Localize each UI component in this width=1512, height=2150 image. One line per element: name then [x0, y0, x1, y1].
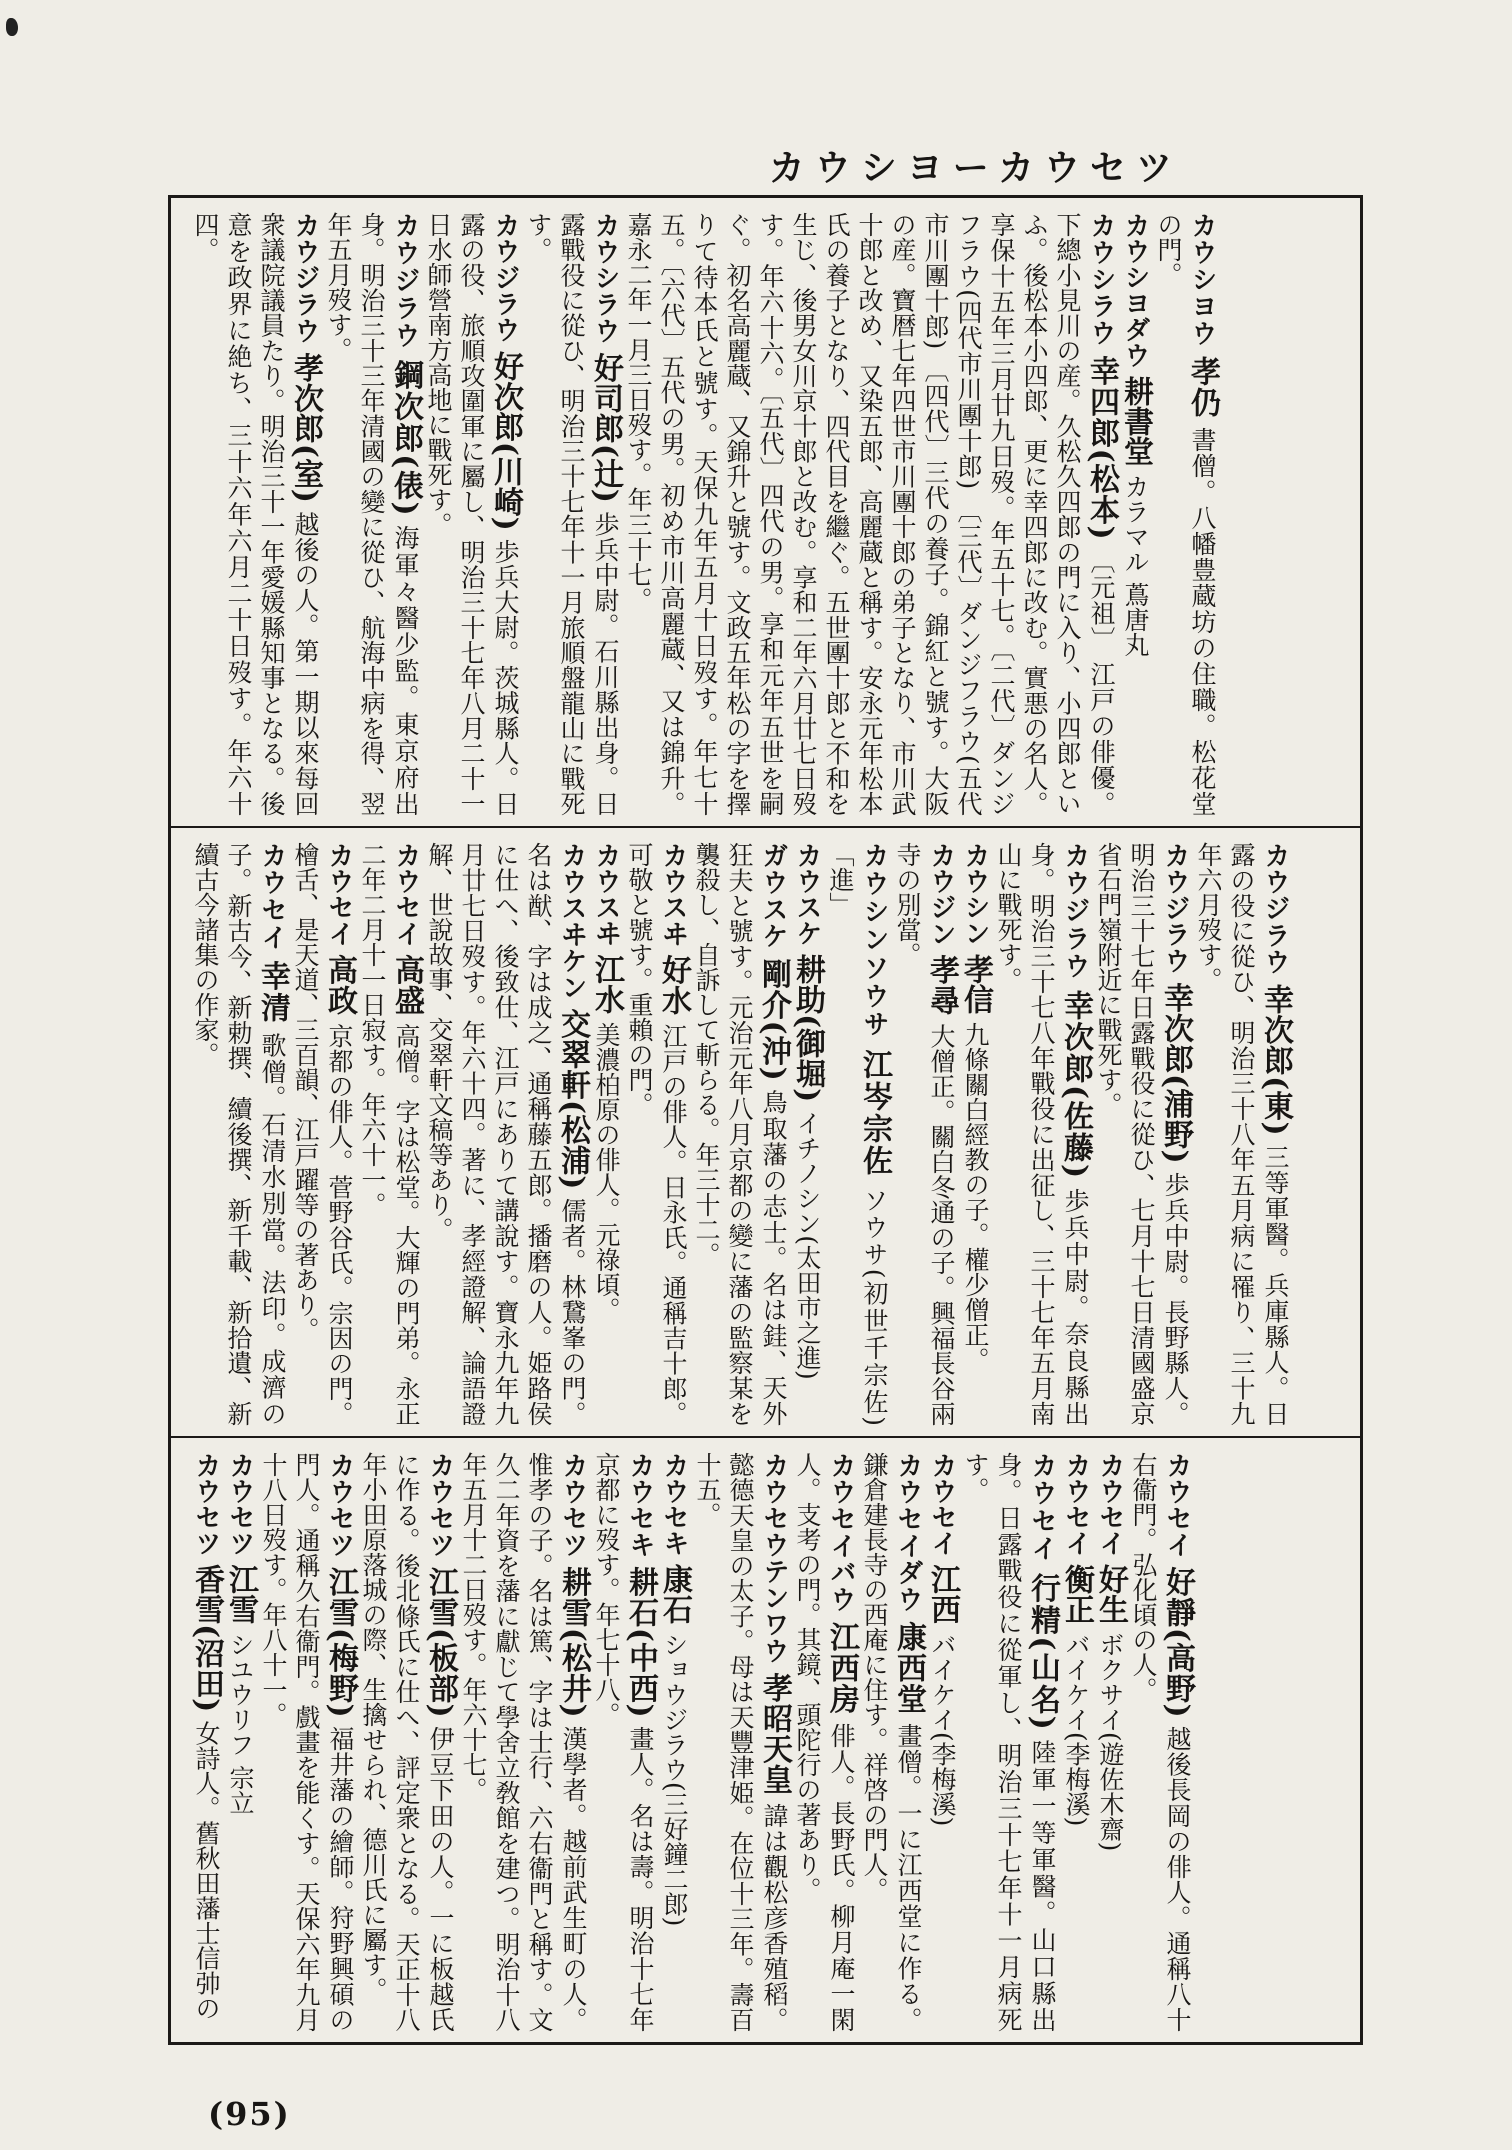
entry-description: 伊豆下田の人。一に板越氏に作る。後北條氏に仕へ、評定衆となる。天正十八年小田原落城の際、生擒せられ、德川氏に屬す。 — [359, 1452, 455, 2033]
dictionary-entry — [359, 1452, 458, 2033]
entry-kana-reading: カウセイ — [324, 842, 354, 947]
entry-headword: 耕石(中西) — [623, 1566, 658, 1718]
entry-kana-reading: カウジン — [926, 842, 956, 947]
entry-description: 〔元祖〕 江戸の俳優。下總小見川の産。久松久四郎の門に入り、小四郎といふ。後松本小四郎、更に幸四郎に改む。實悪の名人。享保十五年三月廿九日歿。年五十七。〔二代〕ダンジフラウ(四代市川團十郎) 〔三代〕ダンジフラウ(五代市川團十郎) 〔四代〕三代の養子。錦紅と號す。大阪の産。寶暦七年四世市川團十郎の弟子となり、市川武十郎と改め、又染五郎、高麗蔵と稱す。安永元年松本氏の養子となり、四代目を繼ぐ。五世團十郎と不和を生じ、後男女川京十郎と改む。享和二年六月廿七日歿す。年六十六。〔五代〕四代の男。享和元年五世を嗣ぐ。初名高麗蔵、又錦升と號す。文政五年松の字を擇りて待本氏と號す。天保九年五月十日歿す。年七十五。〔六代〕五代の男。初め市川高麗蔵、又は錦升。嘉永二年一月三日歿す。年三十七。 — [624, 212, 1116, 817]
entry-kana-reading: カウセツ — [225, 1452, 255, 1556]
dictionary-entry — [994, 842, 1093, 1427]
entry-description: 諱は觀松彦香殖稻。懿德天皇の太子。母は天豐津姫。在位十三年。壽百十五。 — [693, 1452, 789, 2033]
entry-description: 歩兵中尉。石川縣出身。日露戰役に從ひ、明治三十七年十一月旅順盤龍山に戰死す。 — [524, 212, 620, 816]
entry-description: 漢學者。越前武生町の人。惟孝の子。名は篤、字は士行、六右衞門と稱す。文久二年資を藩に獻じて學舍立敎館を建つ。明治十八年五月十二日歿す。年六十七。 — [459, 1452, 588, 2033]
entry-headword: 高盛 — [389, 954, 424, 1016]
dictionary-entry — [1129, 1452, 1195, 2033]
entry-headword: 好司郎(辻) — [588, 352, 623, 503]
upper-tier-column — [171, 198, 1237, 826]
entry-description: 美濃柏原の俳人。元祿頃。 — [592, 1021, 621, 1322]
entry-kana-reading: カウシヨウ — [1187, 212, 1217, 348]
entry-description: 歩兵中尉。長野縣人。明治三十七年日露戰役に從ひ、七月十七日清國盛京省石門嶺附近に戰死す。 — [1094, 842, 1190, 1427]
dictionary-entry — [790, 842, 825, 1380]
entry-description: ショウジラウ(三好鐘二郎) — [660, 1631, 689, 1927]
dictionary-entry — [624, 212, 1119, 817]
dictionary-entry — [693, 1452, 792, 2033]
entry-kana-reading: カウシンソウサ — [859, 842, 889, 1039]
entry-description: 畫人。名は壽。明治十七年京都に歿す。年七十八。 — [592, 1452, 655, 2033]
running-head: カウシヨーカウセツ — [768, 148, 1182, 189]
entry-kana-reading: カウセイ — [1162, 1452, 1192, 1559]
entry-description: バイケイ(李梅溪) — [928, 1631, 957, 1827]
dictionary-entry — [860, 1452, 926, 2033]
entry-kana-reading: カウセイ — [1061, 1452, 1091, 1556]
entry-description: シユウリフ 宗立 — [226, 1631, 255, 1815]
upper-tier — [171, 198, 1360, 828]
entry-description: 高僧。字は松堂。大輝の門弟。永正二年二月十一日寂す。年六十一。 — [358, 842, 421, 1426]
entry-kana-reading: カウセイ — [1027, 1452, 1057, 1563]
entry-headword: 江水 — [589, 953, 624, 1014]
entry-headword: 康石 — [657, 1563, 692, 1624]
entry-description: 鳥取藩の志士。名は銈、天外狂夫と號す。元治元年八月京都の變に藩の監察某を襲殺し、自訴して斬らる。年三十二。 — [692, 842, 788, 1426]
entry-kana-reading: カウジラウ — [1060, 842, 1090, 981]
entry-description: ボクサイ(遊佐木齋) — [1096, 1631, 1125, 1852]
entry-description: 海軍々醫少監。東京府出身。明治三十三年清國の變に從ひ、航海中病を得、翌年五月歿す。 — [324, 212, 420, 817]
middle-tier-column — [171, 828, 1310, 1436]
entry-headword: 幸清 — [255, 960, 290, 1024]
entry-description: 儒者。林鵞峯の門。名は猷、字は成之、通稱藤五郎。播磨の人。姫路侯に仕へ、後致仕、江戸にありて講說す。寶永九年九月廿七日歿す。年六十四。著に、孝經證解、論語證解、世說故事、交翠軒文稿等あり。 — [425, 842, 587, 1426]
entry-description: バイケイ(李梅溪) — [1062, 1631, 1091, 1827]
middle-tier — [171, 828, 1360, 1438]
entry-headword: 江岑宗佐 — [857, 1048, 892, 1178]
entry-headword: 幸次郎(浦野) — [1158, 982, 1193, 1164]
entry-headword: 鋼次郎(俵) — [388, 359, 423, 516]
entry-headword: 好水 — [656, 954, 691, 1016]
entry-kana-reading: カウセツ — [425, 1452, 455, 1559]
entry-kana-reading: カウセキ — [625, 1452, 655, 1559]
entry-headword: 孝仍 — [1185, 355, 1220, 418]
page-number: (95) — [208, 2095, 291, 2133]
dictionary-entry — [1118, 212, 1153, 657]
lower-tier — [171, 1438, 1360, 2042]
ink-mark — [6, 18, 18, 36]
entry-kana-reading: カウシラウ — [590, 212, 620, 345]
entry-headword: 幸次郎(東) — [1258, 983, 1293, 1136]
dictionary-entry — [1154, 212, 1220, 817]
entry-kana-reading: カウジラウ — [1160, 842, 1190, 975]
entry-headword: 江雪 — [223, 1563, 258, 1624]
entry-kana-reading: カウジラウ — [290, 212, 320, 345]
entry-description: 俳人。長野氏。柳月庵一閑人。支考の門。其鏡、頭陀行の著あり。 — [793, 1452, 856, 2033]
entry-headword: 江西 — [925, 1563, 960, 1624]
entry-kana-reading: カウスケ — [792, 842, 822, 946]
dictionary-entry — [793, 1452, 859, 2033]
dictionary-entry — [358, 842, 424, 1426]
entry-description: 京都の俳人。菅野谷氏。宗因の門。檜舌、是天道、三百韻、江戸躍等の著あり。 — [291, 842, 354, 1426]
entry-kana-reading: カウセイバウ — [826, 1452, 856, 1613]
entry-description: 歩兵中尉。奈良縣出身。明治三十七八年戰役に出征し、三十七年五月南山に戰死す。 — [994, 842, 1090, 1427]
entry-description: 大僧正。關白冬通の子。興福長谷兩寺の別當。 — [893, 842, 956, 1426]
dictionary-entry — [1059, 1452, 1094, 1827]
entry-kana-reading: カウセウテンワウ — [759, 1452, 789, 1665]
entry-headword: 孝昭天皇 — [757, 1672, 792, 1795]
entry-kana-reading: ガウスケ — [758, 842, 788, 950]
dictionary-entry — [1093, 1452, 1128, 1852]
dictionary-entry — [223, 1452, 258, 1815]
entry-headword: 江西房 — [824, 1621, 859, 1715]
dictionary-entry — [524, 212, 623, 816]
dictionary-entry — [291, 842, 357, 1426]
entry-kana-reading: カウセツ — [325, 1452, 355, 1559]
entry-kana-reading: カウセイダウ — [893, 1452, 923, 1613]
dictionary-entry — [826, 842, 892, 1427]
dictionary-entry — [459, 1452, 591, 2033]
entry-headword: 衡正 — [1059, 1563, 1094, 1624]
entry-headword: 香雪(沼田) — [189, 1563, 224, 1713]
entry-kana-reading: カウスヰ — [658, 842, 688, 947]
dictionary-entry — [189, 1452, 224, 2021]
entry-headword: 耕雪(松井) — [556, 1566, 591, 1718]
dictionary-entry — [925, 1452, 960, 1827]
dictionary-entry — [424, 212, 523, 817]
entry-description: 陸軍一等軍醫。山口縣出身。日露戰役に從軍し、明治三十七年十一月病死す。 — [961, 1452, 1057, 2033]
entry-description: 書僧。八幡豊蔵坊の住職。松花堂の門。 — [1154, 212, 1217, 817]
entry-kana-reading: カウジラウ — [390, 212, 420, 350]
dictionary-entry — [893, 842, 959, 1426]
entry-headword: 好生 — [1093, 1563, 1128, 1624]
dictionary-entry — [625, 842, 691, 1426]
dictionary-entry — [1194, 842, 1293, 1427]
dictionary-entry — [324, 212, 423, 817]
entry-headword: 孝尋 — [924, 954, 959, 1016]
dictionary-entry — [191, 212, 323, 816]
entry-headword: 幸次郎(佐藤) — [1058, 989, 1093, 1179]
entry-headword: 交翠軒(松浦) — [555, 1008, 590, 1190]
entry-headword: 剛介(沖) — [756, 958, 791, 1081]
entry-description: イチノシン(太田市之進) — [793, 1110, 822, 1380]
entry-headword: 行精(山名) — [1025, 1572, 1060, 1730]
entry-headword: 孝信 — [958, 953, 993, 1014]
dictionary-entry — [259, 1452, 358, 2033]
dictionary-entry — [692, 842, 791, 1426]
entry-headword: 幸四郎(松本) — [1084, 355, 1119, 540]
dictionary-entry — [589, 842, 624, 1322]
entry-kana-reading: カウシラウ — [1086, 212, 1116, 347]
entry-kana-reading: カウシヨダウ — [1120, 212, 1150, 368]
entry-description: 九條關白經教の子。權少僧正。 — [961, 1021, 990, 1372]
entry-description: 越後の人。第一期以來每回衆議院議員たり。明治三十一年愛媛縣知事となる。後意を政界に絶ち、三十六年六月二十日歿す。年六十四。 — [191, 212, 320, 816]
entry-description: 畫僧。一に江西堂に作る。鎌倉建長寺の西庵に住す。祥啓の門人。 — [860, 1452, 923, 2033]
entry-description: 福井藩の繪師。狩野興碩の門人。通稱久右衞門。戲畫を能くす。天保六年九月十八日歿す。年八十一。 — [259, 1452, 355, 2033]
entry-description: 越後長岡の俳人。通稱八十右衞門。弘化頃の人。 — [1129, 1452, 1192, 2033]
entry-kana-reading: カウセキ — [659, 1452, 689, 1556]
entry-headword: 孝次郎(室) — [288, 352, 323, 503]
entry-description: 女詩人。舊秋田藩士信𢎭の — [192, 1720, 221, 2021]
entry-kana-reading: カウスヰ — [591, 842, 621, 946]
dictionary-entry — [657, 1452, 692, 1927]
dictionary-entry — [1094, 842, 1193, 1427]
entry-headword: 耕助(御堀) — [790, 953, 825, 1103]
entry-kana-reading: カウシン — [960, 842, 990, 946]
entry-kana-reading: カウスヰケン — [557, 842, 587, 1001]
entry-kana-reading: カウセツ — [558, 1452, 588, 1559]
lower-tier-column — [171, 1438, 1212, 2042]
entry-headword: 耕書堂 — [1118, 375, 1153, 466]
entry-headword: 康西堂 — [891, 1621, 926, 1715]
dictionary-entry — [191, 842, 290, 1427]
entry-kana-reading: カウセイ — [391, 842, 421, 947]
text-frame — [168, 195, 1363, 2045]
entry-description: 歌僧。石清水別當。法印。成濟の子。新古今、新勅撰、續後撰、新千載、新拾遺、新續古今諸集の作家。 — [191, 842, 287, 1427]
dictionary-entry — [425, 842, 590, 1426]
entry-headword: 好次郎(川崎) — [488, 351, 523, 531]
entry-kana-reading: カウジラウ — [490, 212, 520, 344]
dictionary-entry — [958, 842, 993, 1372]
entry-headword: 好靜(高野) — [1160, 1566, 1195, 1718]
entry-description: 歩兵大尉。茨城縣人。日露の役、旅順攻圍軍に屬し、明治三十七年八月二十一日水師營南方高地に戰死す。 — [424, 212, 520, 817]
entry-kana-reading: カウジラウ — [1260, 842, 1290, 976]
entry-kana-reading: カウセイ — [927, 1452, 957, 1556]
entry-description: ソウサ(初世千宗佐)「進」 — [826, 842, 889, 1427]
entry-headword: 江雪(梅野) — [323, 1566, 358, 1718]
dictionary-entry — [961, 1452, 1060, 2033]
entry-kana-reading: カウセツ — [191, 1452, 221, 1556]
entry-description: カラマル 蔦唐丸 — [1121, 473, 1150, 657]
entry-headword: 高政 — [322, 954, 357, 1016]
dictionary-entry — [592, 1452, 658, 2033]
entry-kana-reading: カウセイ — [1095, 1452, 1125, 1556]
entry-description: 江戸の俳人。日永氏。通稱吉十郎。可敬と號す。重賴の門。 — [625, 842, 688, 1426]
entry-description: 三等軍醫。兵庫縣人。日露の役に從ひ、明治三十八年五月病に罹り、三十九年六月歿す。 — [1194, 842, 1290, 1427]
entry-kana-reading: カウセイ — [257, 842, 287, 952]
entry-headword: 江雪(板部) — [423, 1566, 458, 1718]
